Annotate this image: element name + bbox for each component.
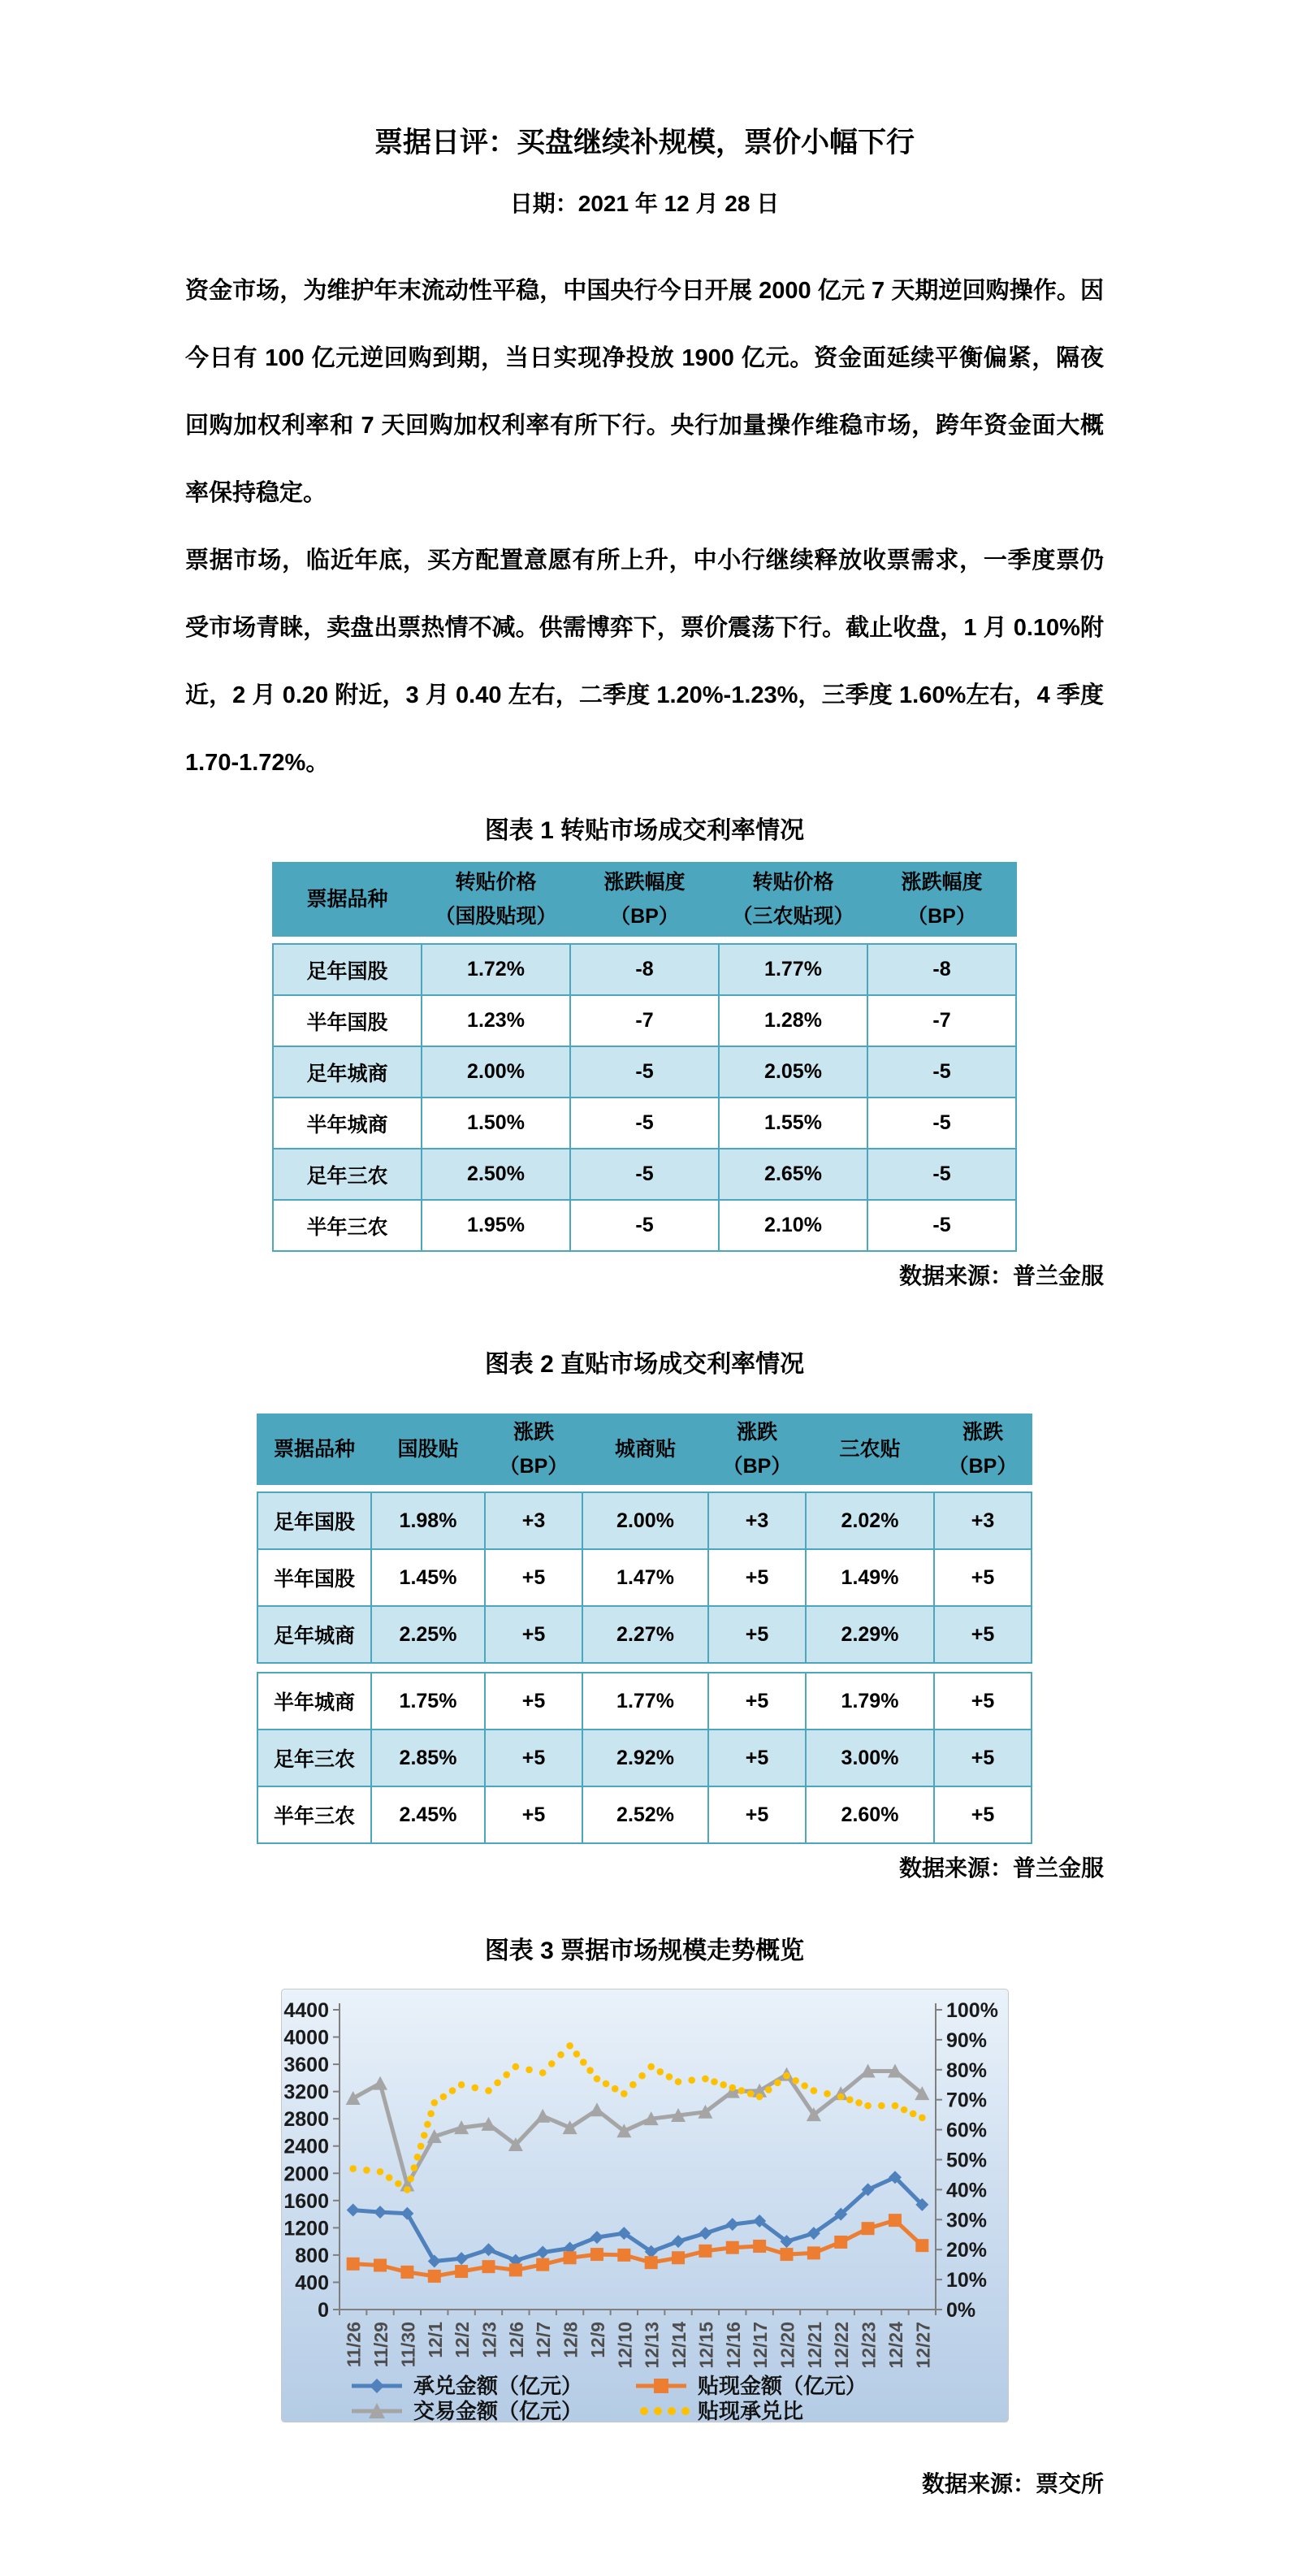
svg-text:4000: 4000 xyxy=(283,2026,329,2050)
spacer-cell xyxy=(257,1484,1032,1492)
cell: 1.47% xyxy=(582,1549,708,1606)
header-line: （BP） xyxy=(907,905,976,928)
header-line: 三农贴 xyxy=(839,1438,901,1461)
table-row xyxy=(273,1098,1016,1149)
cell: 1.50% xyxy=(422,1098,570,1149)
cell: -5 xyxy=(570,1046,719,1098)
header-cell xyxy=(570,863,719,936)
cell: +5 xyxy=(934,1606,1032,1663)
header-line: 国股贴 xyxy=(397,1438,459,1461)
cell: 1.77% xyxy=(719,944,867,995)
cell: -5 xyxy=(570,1149,719,1200)
svg-text:70%: 70% xyxy=(945,2089,987,2112)
cell: 2.29% xyxy=(806,1606,934,1663)
cell: -5 xyxy=(867,1046,1016,1098)
table-row xyxy=(273,944,1016,995)
cell: 足年国股 xyxy=(273,944,422,995)
svg-text:12/10: 12/10 xyxy=(613,2322,635,2369)
cell: 半年城商 xyxy=(257,1673,371,1730)
figure3-chart xyxy=(281,1989,1009,2422)
cell: 足年三农 xyxy=(257,1730,371,1786)
table-row xyxy=(273,1046,1016,1098)
cell: 1.45% xyxy=(371,1549,485,1606)
paragraph-text: ，为维护年末流动性平稳，中国央行今日开展 2000 亿元 7 天期逆回购操作。因今日有 100 亿元逆回购到期，当日实现净投放 1900 亿元。资金面延续平衡偏紧，隔夜回购加权利率和 7 天回购加权利率有所下行。央行加量操作维稳市场，跨年资金面大概率保持稳定。 xyxy=(185,278,1104,506)
cell: 1.79% xyxy=(806,1673,934,1730)
paragraph-lead: 资金市场 xyxy=(185,278,280,304)
cell: +5 xyxy=(934,1730,1032,1786)
figure1-table-head xyxy=(273,863,1016,936)
table-row xyxy=(257,1492,1032,1549)
header-cell xyxy=(867,863,1016,936)
svg-text:12/13: 12/13 xyxy=(641,2322,663,2369)
header-cell xyxy=(934,1414,1032,1484)
svg-text:12/20: 12/20 xyxy=(776,2322,798,2369)
table-row xyxy=(257,1673,1032,1730)
svg-text:0%: 0% xyxy=(945,2299,975,2322)
figure2-source: 数据来源：普兰金服 xyxy=(898,1855,1104,1881)
svg-text:30%: 30% xyxy=(945,2209,987,2232)
header-line: （BP） xyxy=(610,905,679,928)
svg-text:80%: 80% xyxy=(945,2059,987,2082)
header-cell xyxy=(582,1414,708,1484)
svg-text:12/7: 12/7 xyxy=(532,2322,554,2358)
svg-text:10%: 10% xyxy=(945,2269,987,2292)
header-line: 票据品种 xyxy=(273,1438,355,1461)
header-row xyxy=(273,863,1016,936)
header-line: （三农贴现） xyxy=(732,905,854,928)
cell: -8 xyxy=(570,944,719,995)
table-row xyxy=(257,1730,1032,1786)
figure2-table-head xyxy=(257,1414,1032,1484)
svg-text:12/8: 12/8 xyxy=(560,2322,582,2358)
svg-text:贴现承兑比: 贴现承兑比 xyxy=(697,2399,803,2422)
cell: 2.00% xyxy=(422,1046,570,1098)
figure1-caption: 图表 1 转贴市场成交利率情况 xyxy=(484,817,805,844)
figure1-table xyxy=(272,862,1017,1252)
cell: -8 xyxy=(867,944,1016,995)
cell: 2.05% xyxy=(719,1046,867,1098)
table-row xyxy=(273,995,1016,1046)
svg-text:12/27: 12/27 xyxy=(911,2322,933,2369)
svg-text:12/3: 12/3 xyxy=(478,2322,500,2358)
cell: 1.98% xyxy=(371,1492,485,1549)
cell: 2.60% xyxy=(806,1786,934,1843)
cell: +5 xyxy=(485,1549,582,1606)
svg-text:12/16: 12/16 xyxy=(722,2322,744,2369)
svg-text:90%: 90% xyxy=(945,2028,987,2052)
svg-text:12/9: 12/9 xyxy=(586,2322,608,2358)
cell: 2.85% xyxy=(371,1730,485,1786)
figure3-source: 数据来源：票交所 xyxy=(921,2471,1104,2496)
svg-text:800: 800 xyxy=(294,2244,329,2267)
cell: 足年国股 xyxy=(257,1492,371,1549)
cell: 2.25% xyxy=(371,1606,485,1663)
paragraph-text: ，临近年底，买方配置意愿有所上升，中小行继续释放收票需求，一季度票仍受市场青睐，卖盘出票热情不减。供需博弈下，票价震荡下行。截止收盘，1 月 0.10%附近，2 月 0.20 附近，3 月 0.40 左右，二季度 1.20%-1.23%，三季度 1.60%左右，4 季度 1.70-1.72%。 xyxy=(185,548,1104,776)
svg-text:1600: 1600 xyxy=(283,2189,329,2213)
cell: 2.00% xyxy=(582,1492,708,1549)
table-row xyxy=(273,1149,1016,1200)
header-line: 涨跌 xyxy=(513,1421,554,1444)
header-line: 城商贴 xyxy=(614,1438,676,1461)
svg-text:12/14: 12/14 xyxy=(668,2322,690,2369)
cell: -7 xyxy=(867,995,1016,1046)
cell: 2.65% xyxy=(719,1149,867,1200)
page-title: 票据日评：买盘继续补规模，票价小幅下行 xyxy=(374,127,915,158)
paragraph-funding-market xyxy=(185,258,1104,527)
spacer-row xyxy=(273,936,1016,944)
header-cell xyxy=(806,1414,934,1484)
svg-text:贴现金额（亿元）: 贴现金额（亿元） xyxy=(697,2374,867,2398)
header-cell xyxy=(719,863,867,936)
cell: 1.55% xyxy=(719,1098,867,1149)
cell: -7 xyxy=(570,995,719,1046)
cell: 1.49% xyxy=(806,1549,934,1606)
cell: -5 xyxy=(867,1149,1016,1200)
header-line: 涨跌 xyxy=(962,1421,1003,1444)
svg-text:0: 0 xyxy=(317,2299,329,2322)
cell: +5 xyxy=(708,1730,806,1786)
figure3-caption: 图表 3 票据市场规模走势概览 xyxy=(484,1937,805,1964)
cell: 半年国股 xyxy=(257,1549,371,1606)
cell: +5 xyxy=(485,1730,582,1786)
figure2-table xyxy=(257,1414,1032,1844)
svg-text:4400: 4400 xyxy=(283,1999,329,2022)
cell: +5 xyxy=(708,1606,806,1663)
cell: +5 xyxy=(934,1786,1032,1843)
header-line: 涨跌幅度 xyxy=(603,871,686,894)
spacer-row xyxy=(257,1663,1032,1673)
cell: +5 xyxy=(708,1549,806,1606)
cell: 2.10% xyxy=(719,1200,867,1251)
svg-text:12/23: 12/23 xyxy=(858,2322,880,2369)
cell: +5 xyxy=(485,1606,582,1663)
cell: +5 xyxy=(708,1673,806,1730)
svg-text:1200: 1200 xyxy=(283,2217,329,2240)
cell: -5 xyxy=(867,1098,1016,1149)
header-cell xyxy=(422,863,570,936)
svg-text:交易金额（亿元）: 交易金额（亿元） xyxy=(413,2399,582,2422)
paragraph-bills-market xyxy=(185,527,1104,797)
svg-text:60%: 60% xyxy=(945,2119,987,2142)
table-row xyxy=(273,1200,1016,1251)
cell: 半年城商 xyxy=(273,1098,422,1149)
cell: -5 xyxy=(570,1098,719,1149)
svg-text:11/26: 11/26 xyxy=(343,2322,365,2368)
cell: 2.50% xyxy=(422,1149,570,1200)
header-line: 票据品种 xyxy=(306,888,388,911)
cell: 半年国股 xyxy=(273,995,422,1046)
header-line: （BP） xyxy=(722,1455,792,1478)
cell: +5 xyxy=(934,1549,1032,1606)
svg-text:400: 400 xyxy=(294,2271,329,2295)
header-line: 涨跌幅度 xyxy=(901,871,983,894)
svg-text:12/15: 12/15 xyxy=(694,2322,716,2369)
svg-text:12/24: 12/24 xyxy=(885,2322,906,2369)
svg-text:40%: 40% xyxy=(945,2179,987,2202)
cell: +5 xyxy=(934,1673,1032,1730)
header-cell xyxy=(708,1414,806,1484)
svg-text:3200: 3200 xyxy=(283,2080,329,2104)
svg-text:12/21: 12/21 xyxy=(803,2322,825,2369)
figure2-caption: 图表 2 直贴市场成交利率情况 xyxy=(484,1351,805,1378)
cell: 半年三农 xyxy=(273,1200,422,1251)
header-cell xyxy=(485,1414,582,1484)
header-line: （BP） xyxy=(948,1455,1018,1478)
cell: 2.92% xyxy=(582,1730,708,1786)
svg-text:12/22: 12/22 xyxy=(830,2322,852,2369)
header-line: （国股贴现） xyxy=(435,905,557,928)
cell: -5 xyxy=(867,1200,1016,1251)
cell: +3 xyxy=(708,1492,806,1549)
header-line: 转贴价格 xyxy=(455,871,537,894)
cell: +3 xyxy=(485,1492,582,1549)
svg-text:承兑金额（亿元）: 承兑金额（亿元） xyxy=(413,2374,582,2398)
table-row xyxy=(257,1606,1032,1663)
market-scale-trend-chart xyxy=(281,1989,1009,2422)
svg-text:3600: 3600 xyxy=(283,2054,329,2077)
cell: +5 xyxy=(485,1786,582,1843)
cell: +3 xyxy=(934,1492,1032,1549)
svg-text:12/2: 12/2 xyxy=(451,2322,473,2358)
cell: 2.27% xyxy=(582,1606,708,1663)
header-row xyxy=(257,1414,1032,1484)
spacer-row xyxy=(257,1484,1032,1492)
cell: +5 xyxy=(708,1786,806,1843)
svg-text:2800: 2800 xyxy=(283,2108,329,2132)
cell: +5 xyxy=(485,1673,582,1730)
header-cell xyxy=(257,1414,371,1484)
spacer-cell xyxy=(273,936,1016,944)
svg-text:20%: 20% xyxy=(945,2239,987,2262)
cell: 半年三农 xyxy=(257,1786,371,1843)
svg-text:11/29: 11/29 xyxy=(370,2322,391,2368)
header-line: （BP） xyxy=(499,1455,569,1478)
cell: 1.72% xyxy=(422,944,570,995)
svg-text:2400: 2400 xyxy=(283,2135,329,2158)
cell: 2.02% xyxy=(806,1492,934,1549)
cell: 2.52% xyxy=(582,1786,708,1843)
header-cell xyxy=(371,1414,485,1484)
cell: 1.77% xyxy=(582,1673,708,1730)
svg-text:12/1: 12/1 xyxy=(424,2322,446,2358)
cell: 足年城商 xyxy=(257,1606,371,1663)
svg-text:11/30: 11/30 xyxy=(396,2322,418,2368)
cell: 1.75% xyxy=(371,1673,485,1730)
cell: 3.00% xyxy=(806,1730,934,1786)
header-cell xyxy=(273,863,422,936)
svg-text:12/6: 12/6 xyxy=(505,2322,527,2358)
paragraph-lead: 票据市场 xyxy=(185,548,283,574)
cell: 1.95% xyxy=(422,1200,570,1251)
svg-text:100%: 100% xyxy=(945,1999,998,2022)
figure1-source: 数据来源：普兰金服 xyxy=(898,1263,1104,1288)
cell: 1.23% xyxy=(422,995,570,1046)
svg-text:12/17: 12/17 xyxy=(749,2322,771,2369)
cell: 足年三农 xyxy=(273,1149,422,1200)
header-line: 涨跌 xyxy=(736,1421,777,1444)
table-row xyxy=(257,1549,1032,1606)
header-line: 转贴价格 xyxy=(752,871,834,894)
cell: 足年城商 xyxy=(273,1046,422,1098)
cell: 2.45% xyxy=(371,1786,485,1843)
table-row xyxy=(257,1786,1032,1843)
cell: 1.28% xyxy=(719,995,867,1046)
date-line: 日期：2021 年 12 月 28 日 xyxy=(509,191,780,216)
spacer-cell xyxy=(257,1663,1032,1673)
cell: -5 xyxy=(570,1200,719,1251)
svg-text:2000: 2000 xyxy=(283,2163,329,2186)
svg-text:50%: 50% xyxy=(945,2149,987,2172)
